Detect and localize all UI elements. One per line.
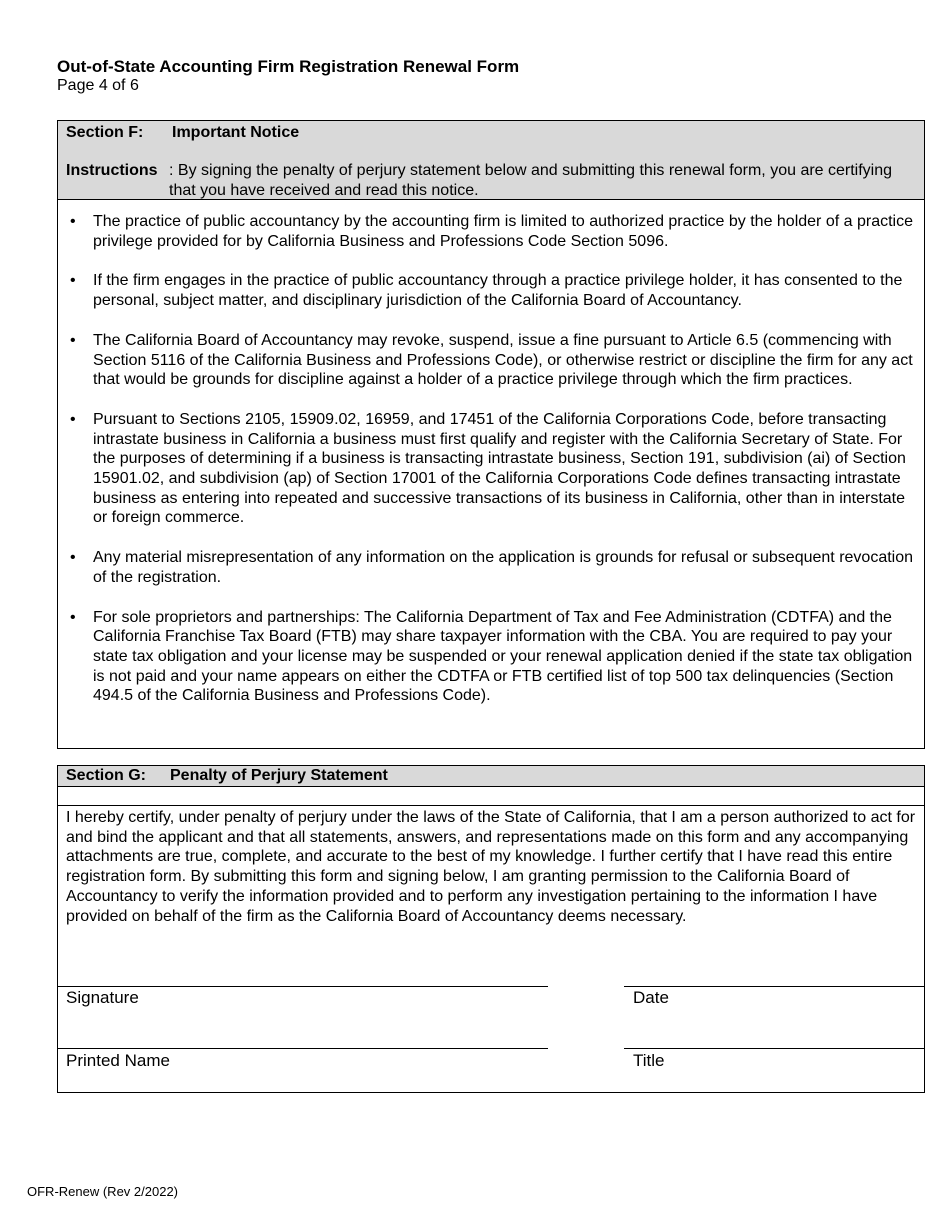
title-label: Title (633, 1051, 665, 1070)
section-f (57, 120, 925, 749)
notice-item: • If the firm engages in the practice of public accountancy through a practice privilege holder, it has consented to the personal, subject matter, and disciplinary jurisdiction of the California Board of Accountancy. (70, 272, 903, 310)
notice-item: • The California Board of Accountancy may revoke, suspend, issue a fine pursuant to Article 6.5 (commencing with Section 5116 of the California Business and Professions Code), or otherwise restrict or discipline the firm for any act that would be grounds for discipline against a holder of a practice privilege through which the firm practices. (70, 331, 913, 389)
notice-list (58, 212, 924, 706)
section-g-header (58, 766, 924, 787)
notice-item: • Pursuant to Sections 2105, 15909.02, 16959, and 17451 of the California Corporations Code, before transacting intrastate business in California a business must first qualify and register with the California Secretary of State. For the purposes of determining if a business is transacting intrastate business, Section 191, subdivision (ai) of Section 15901.02, and subdivision (ap) of Section 17001 of the California Corporations Code defines transacting intrastate business as entering into repeated and successive transactions of its business in California, other than in interstate or foreign commerce. (70, 410, 906, 527)
form-title: Out-of-State Accounting Firm Registration Renewal Form (57, 57, 520, 76)
perjury-statement: I hereby certify, under penalty of perjury under the laws of the State of California, that I am a person authorized to act for and bind the applicant and that all statements, answers, and representations made on this form and any accompanying attachments are true, complete, and accurate to the best of my knowledge. I further certify that I have read this entire registration form. By submitting this form and signing below, I am granting permission to the California Board of Accountancy to verify the information provided and to perform any investigation pertaining to the information I have provided on behalf of the firm as the California Board of Accountancy deems necessary. (66, 809, 916, 925)
form-revision: OFR-Renew (Rev 2/2022) (27, 1184, 178, 1199)
section-f-title: Important Notice (172, 124, 300, 141)
section-g-title: Penalty of Perjury Statement (170, 767, 388, 784)
section-g (57, 765, 925, 1093)
section-f-label: Section F: (66, 124, 144, 141)
title-field[interactable] (624, 1048, 924, 1049)
notice-item: • Any material misrepresentation of any information on the application is grounds for refusal or subsequent revocation of the registration. (70, 549, 914, 586)
divider (58, 805, 924, 806)
signature-field[interactable] (58, 986, 548, 987)
printed-name-field[interactable] (58, 1048, 548, 1049)
section-f-header (58, 121, 924, 200)
signature-label: Signature (66, 988, 139, 1007)
printed-name-label: Printed Name (66, 1051, 170, 1070)
page-number: Page 4 of 6 (57, 77, 139, 94)
notice-item: • For sole proprietors and partnerships: The California Department of Tax and Fee Administration (CDTFA) and the California Franchise Tax Board (FTB) may share taxpayer information with the CBA. You are required to pay your state tax obligation and your license may be suspended or your renewal application denied if the state tax obligation is not paid and your name appears on either the CDTFA or FTB certified list of top 500 tax delinquencies (Section 494.5 of the California Business and Professions Code). (70, 608, 913, 705)
date-label: Date (633, 988, 669, 1007)
notice-item: • The practice of public accountancy by the accounting firm is limited to authorized practice by the holder of a practice privilege provided for by California Business and Professions Code Section 5096. (70, 213, 913, 250)
section-g-label: Section G: (66, 767, 147, 784)
instructions-label: Instructions (66, 162, 158, 179)
date-field[interactable] (624, 986, 924, 987)
instructions-text: : By signing the penalty of perjury statement below and submitting this renewal form, you are certifying that you have received and read this notice. (169, 162, 893, 199)
